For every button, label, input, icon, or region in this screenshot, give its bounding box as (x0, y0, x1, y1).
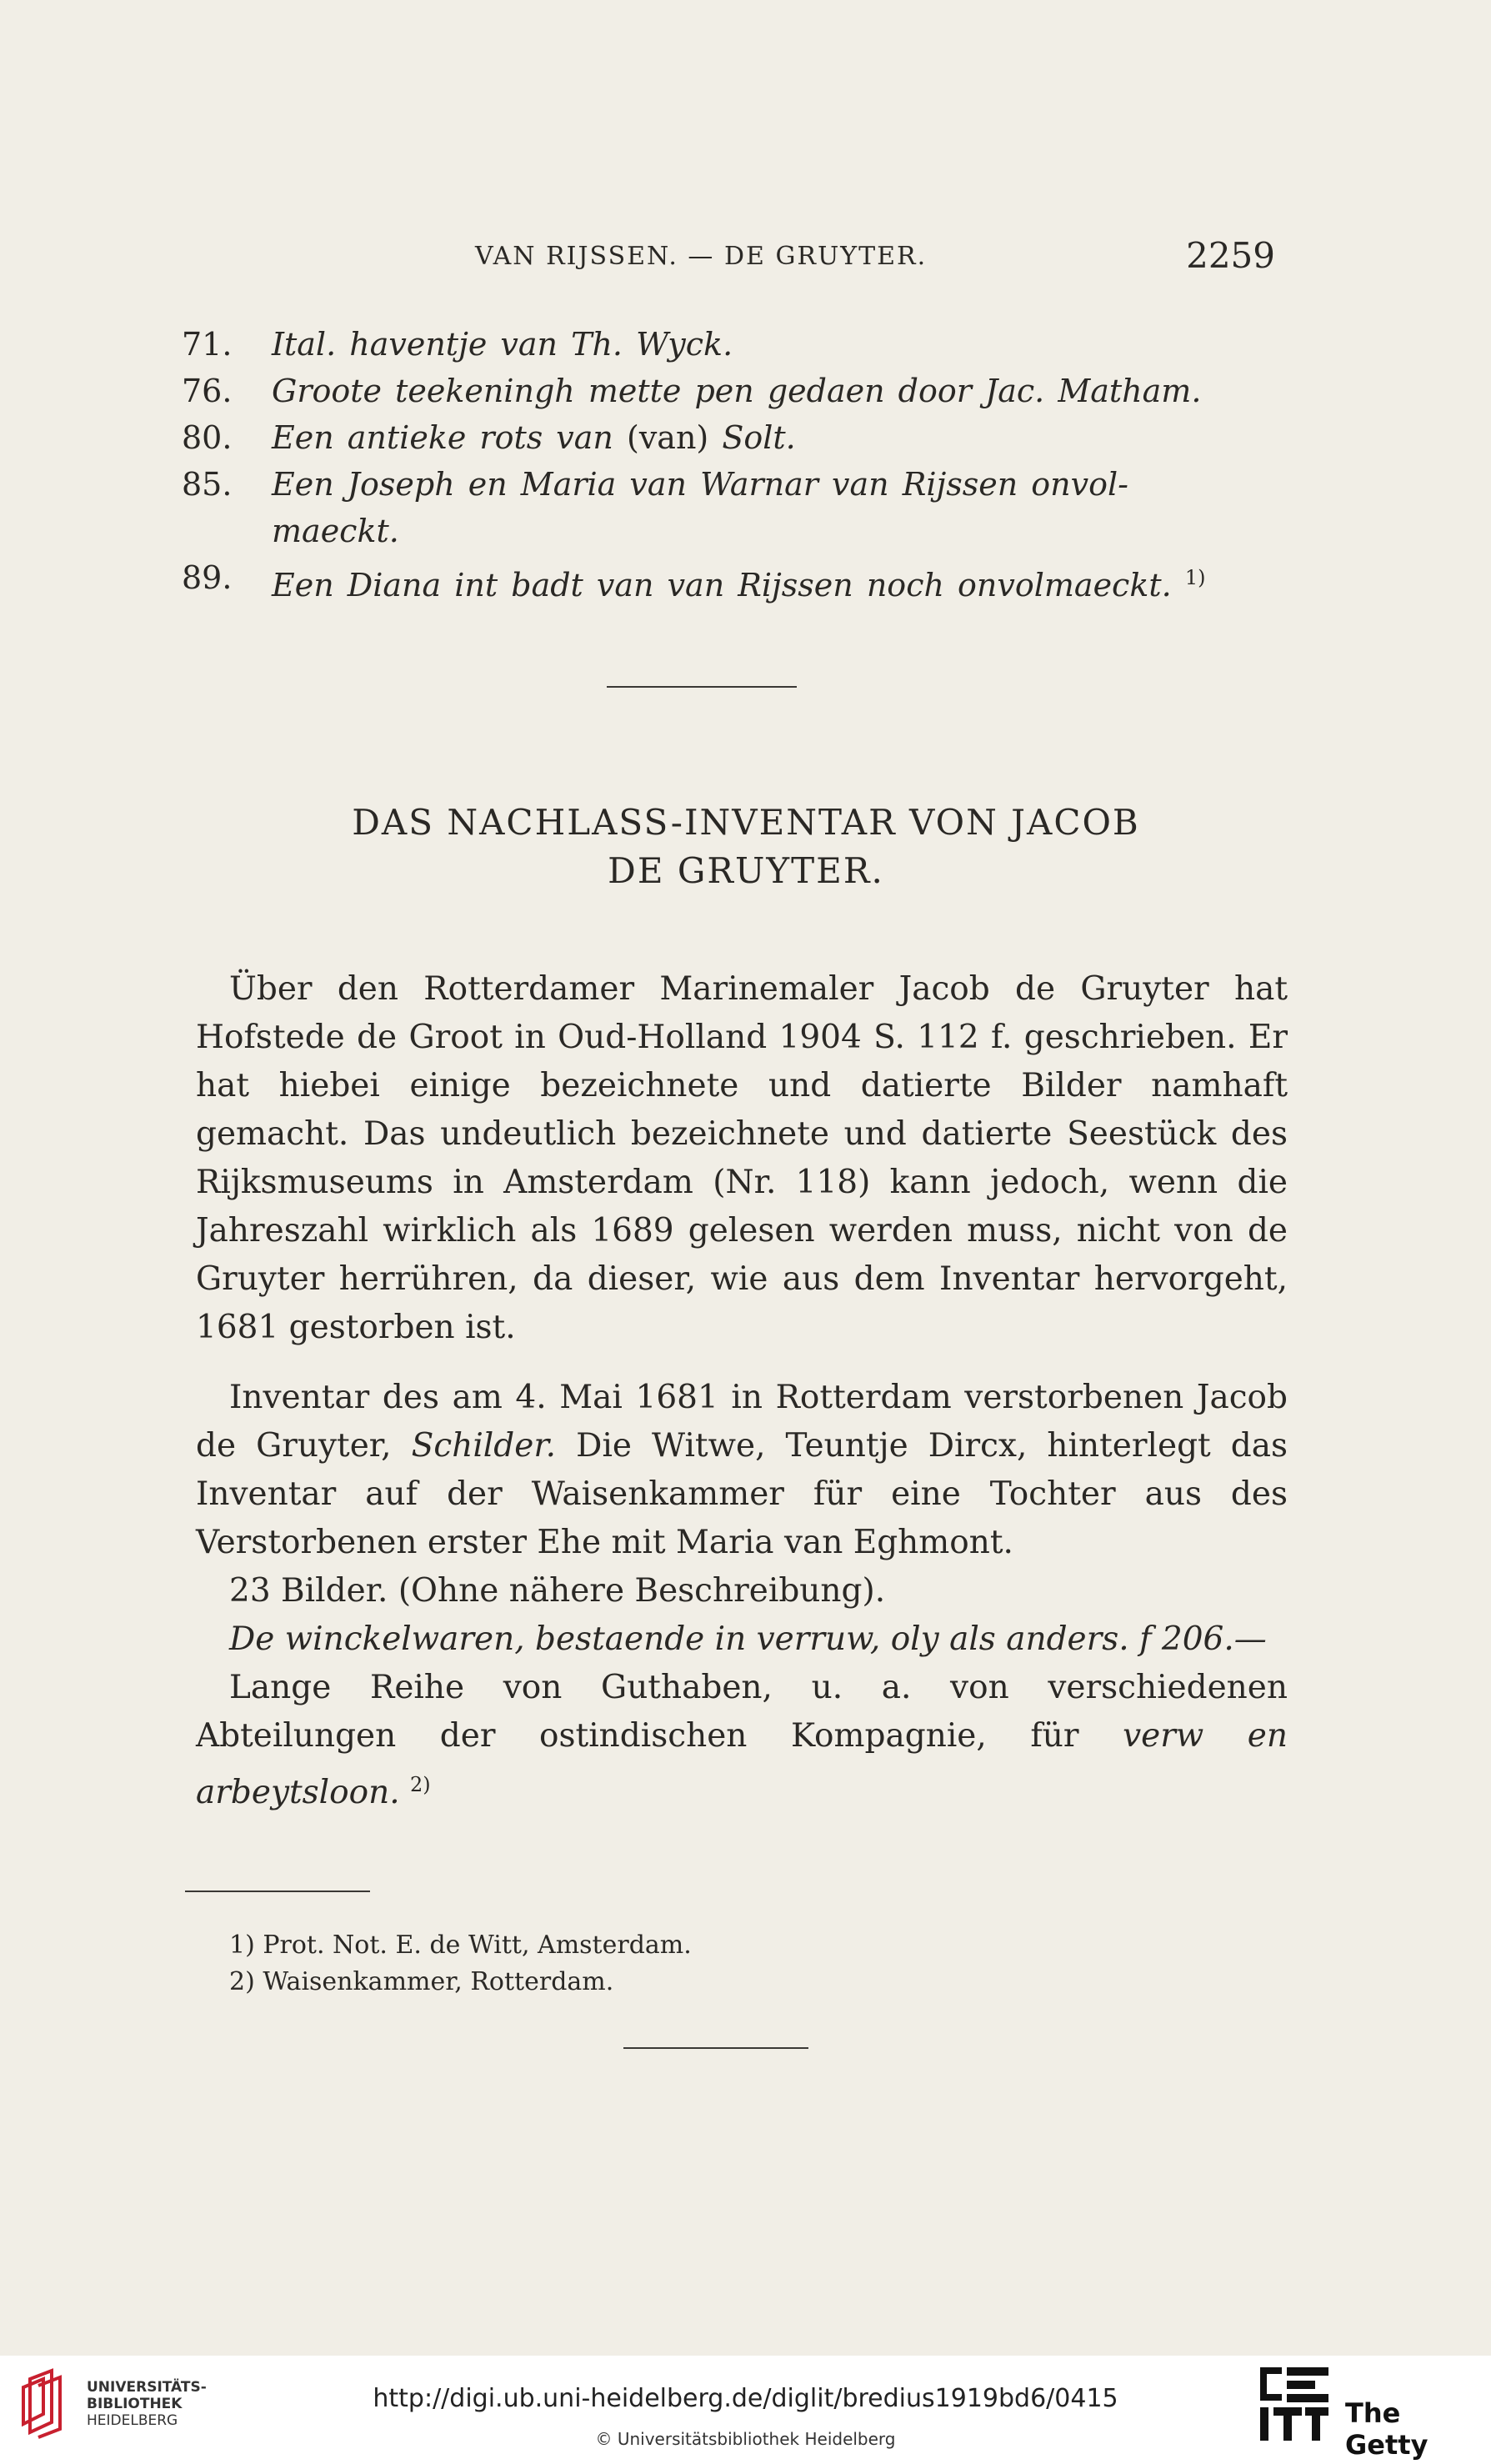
entry-number: 76. (182, 373, 233, 409)
text-part: Schilder. (411, 1427, 557, 1465)
section-heading (208, 799, 1283, 895)
paragraph-text (196, 1664, 1288, 1817)
heading-line: DE GRUYTER. (608, 850, 884, 891)
footnote: 2) Waisenkammer, Rotterdam. (229, 1967, 614, 1996)
text-part: Inventar des am 4. Mai 1681 in Rotterdam verstorbenen Jacob de Gruyter, (196, 1379, 1288, 1465)
entry-number: 85. (182, 466, 233, 503)
entry-number: 71. (182, 326, 233, 363)
section-divider (607, 686, 797, 688)
paragraph (196, 965, 1288, 1352)
paragraph-text (196, 1615, 1288, 1664)
text-part: De winckelwaren, bestaende in verruw, oly als anders. (229, 1620, 1129, 1658)
entry-number: 80. (182, 419, 233, 456)
entry-text-part: Solt. (722, 419, 796, 456)
list-item (182, 461, 1265, 554)
library-name-line: BIBLIOTHEK (87, 2396, 183, 2412)
entry-text-part: Een Diana int badt van van Rijssen noch onvolmaeckt. (272, 567, 1172, 603)
text-part: Lange Reihe von Guthaben, u. a. von verschiedenen Abteilungen der ostindischen Kompagnie, für (196, 1669, 1288, 1755)
page-number: 2259 (1186, 235, 1275, 276)
getty-name: The Getty (1345, 2397, 1428, 2461)
library-name-line: UNIVERSITÄTS- (87, 2379, 207, 2396)
footnote-ref: 1) (1184, 566, 1206, 589)
list-item (182, 414, 1265, 461)
running-head-title: VAN RIJSSEN. — DE GRUYTER. (475, 242, 928, 271)
list-item (182, 554, 1265, 608)
footnote: 1) Prot. Not. E. de Witt, Amsterdam. (229, 1931, 692, 1960)
paragraph-text: Über den Rotterdamer Marinemaler Jacob de Gruyter hat Hofstede de Groot in Oud-Holland 1904 S. 112 f. geschrieben. Er hat hiebei einige bezeichnete und datierte Bilder namhaft gemacht. Das undeutlich bezeichnete und datierte Seestück des Rijksmuseums in Amsterdam (Nr. 118) kann jedoch, wenn die Jahreszahl wirklich als 1689 gelesen werden muss, nicht von de Gruyter herrühren, da dieser, wie aus dem Inventar hervorgeht, 1681 gestorben ist. (196, 970, 1288, 1346)
entry-text (272, 461, 1265, 554)
entry-text-line: maeckt. (272, 513, 399, 549)
footnote-divider (185, 1891, 370, 1892)
list-item (182, 368, 1265, 414)
copyright-notice: © Universitätsbibliothek Heidelberg (595, 2429, 896, 2449)
list-item (182, 321, 1265, 368)
text-part: f 206.— (1139, 1620, 1267, 1658)
footnote-ref: 2) (410, 1773, 431, 1796)
entry-text-part: (van) (627, 419, 709, 456)
text-part: Die Witwe, Teuntje Dircx, hinterlegt das Inventar auf der Waisenkammer für eine Tochter aus des Verstorbenen erster Ehe mit Maria van Eghmont. (196, 1427, 1288, 1561)
entry-text: Ital. haventje van Th. Wyck. (272, 326, 733, 363)
paragraph (196, 1374, 1288, 1817)
inventory-entries (182, 321, 1265, 608)
paragraph-text: 23 Bilder. (Ohne nähere Beschreibung). (229, 1572, 886, 1610)
library-name-line: HEIDELBERG (87, 2412, 178, 2429)
paragraph-text (196, 1374, 1288, 1567)
entry-text: Groote teekeningh mette pen gedaen door Jac. Matham. (272, 373, 1202, 409)
footnotes (229, 1927, 692, 2001)
entry-text-line: Een Joseph en Maria van Warnar van Rijssen onvol- (272, 466, 1128, 503)
end-divider (623, 2047, 808, 2049)
entry-text-part: Een antieke rots van (272, 419, 613, 456)
entry-number: 89. (182, 559, 233, 596)
getty-logo-icon[interactable] (1257, 2364, 1332, 2451)
entry-text (272, 554, 1265, 608)
entry-text (272, 414, 1265, 461)
heading-line: DAS NACHLASS-INVENTAR VON JACOB (352, 802, 1140, 843)
permalink-url[interactable]: http://digi.ub.uni-heidelberg.de/diglit/bredius1919bd6/0415 (373, 2384, 1118, 2413)
text-part: verw en arbeytsloon. (196, 1717, 1288, 1811)
